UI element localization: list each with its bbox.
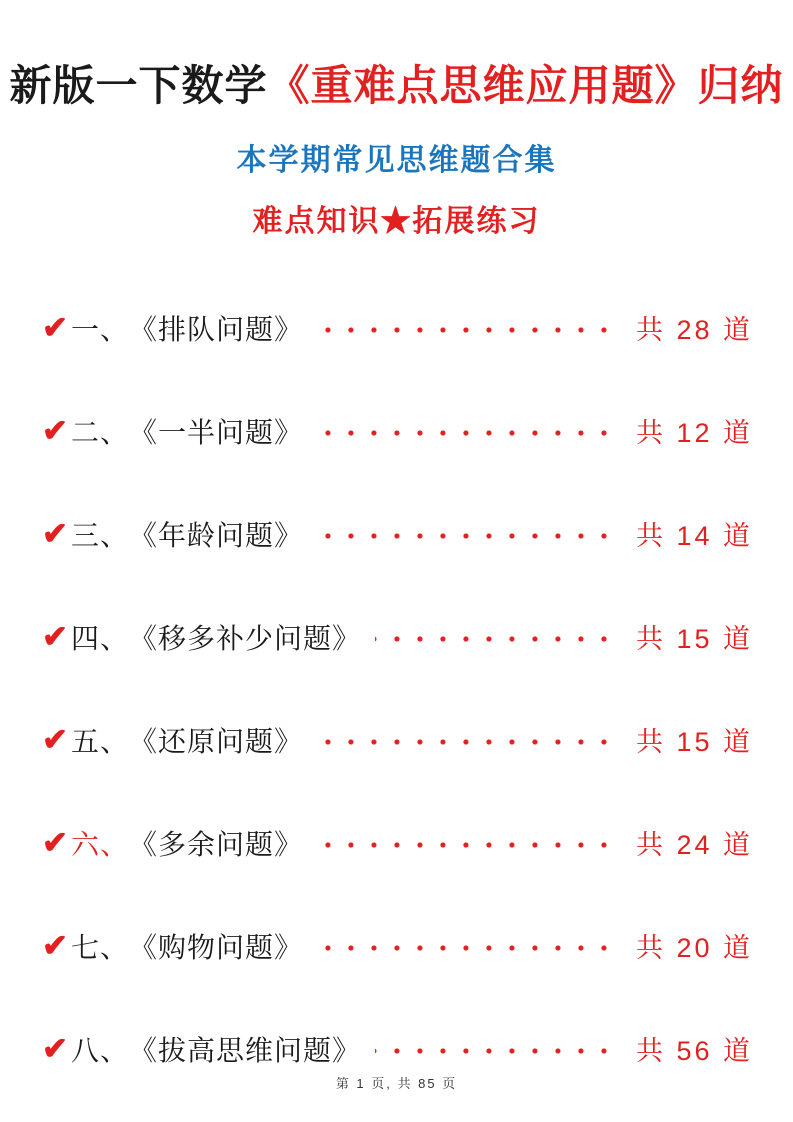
toc-item-count: 共 14 道	[635, 521, 753, 551]
checkmark-icon: ✔	[42, 309, 68, 345]
toc-item-number: 一、	[70, 313, 129, 345]
dot-leader	[317, 533, 624, 539]
checkmark-icon: ✔	[42, 927, 68, 963]
toc-item-title: 《拔高思维问题》	[129, 1034, 362, 1066]
dot-leader	[317, 430, 624, 436]
checkmark-icon: ✔	[42, 412, 68, 448]
checkmark-icon: ✔	[42, 618, 68, 654]
dot-leader	[375, 1048, 624, 1054]
toc-item-title: 《购物问题》	[129, 931, 304, 963]
subtitle-practice: 难点知识★拓展练习	[252, 205, 541, 238]
page-number-indicator: 第 1 页, 共 85 页	[335, 1076, 458, 1091]
checkmark-icon: ✔	[42, 721, 68, 757]
toc-item-number: 四、	[70, 622, 129, 654]
table-of-contents	[42, 276, 753, 1100]
toc-item-title: 《一半问题》	[129, 416, 304, 448]
toc-item-number: 五、	[70, 725, 129, 757]
toc-row-6	[42, 791, 753, 894]
toc-item-number: 三、	[70, 519, 129, 551]
page-title-black-part: 新版一下数学	[9, 62, 268, 109]
checkmark-icon: ✔	[42, 1030, 68, 1066]
dot-leader	[375, 636, 624, 642]
toc-item-number: 二、	[70, 416, 129, 448]
toc-row-4	[42, 585, 753, 688]
toc-item-number: 六、	[70, 828, 129, 860]
toc-item-count: 共 20 道	[635, 933, 753, 963]
toc-item-count: 共 56 道	[635, 1036, 753, 1066]
toc-item-count: 共 28 道	[635, 315, 753, 345]
toc-row-1	[42, 276, 753, 379]
toc-item-title: 《年龄问题》	[129, 519, 304, 551]
dot-leader	[317, 327, 624, 333]
dot-leader	[317, 739, 624, 745]
dot-leader	[317, 842, 624, 848]
toc-item-count: 共 24 道	[635, 830, 753, 860]
toc-item-title: 《移多补少问题》	[129, 622, 362, 654]
checkmark-icon: ✔	[42, 824, 68, 860]
toc-row-5	[42, 688, 753, 791]
page-title	[0, 58, 793, 114]
toc-item-title: 《还原问题》	[129, 725, 304, 757]
toc-row-7	[42, 894, 753, 997]
toc-item-number: 七、	[70, 931, 129, 963]
toc-item-title: 《排队问题》	[129, 313, 304, 345]
toc-row-2	[42, 379, 753, 482]
subtitle-collection: 本学期常见思维题合集	[236, 144, 557, 177]
page-title-red-part: 《重难点思维应用题》归纳	[267, 62, 784, 109]
toc-item-number: 八、	[70, 1034, 129, 1066]
dot-leader	[317, 945, 624, 951]
toc-row-3	[42, 482, 753, 585]
toc-item-count: 共 15 道	[635, 624, 753, 654]
toc-item-count: 共 15 道	[635, 727, 753, 757]
toc-item-title: 《多余问题》	[129, 828, 304, 860]
toc-item-count: 共 12 道	[635, 418, 753, 448]
checkmark-icon: ✔	[42, 515, 68, 551]
